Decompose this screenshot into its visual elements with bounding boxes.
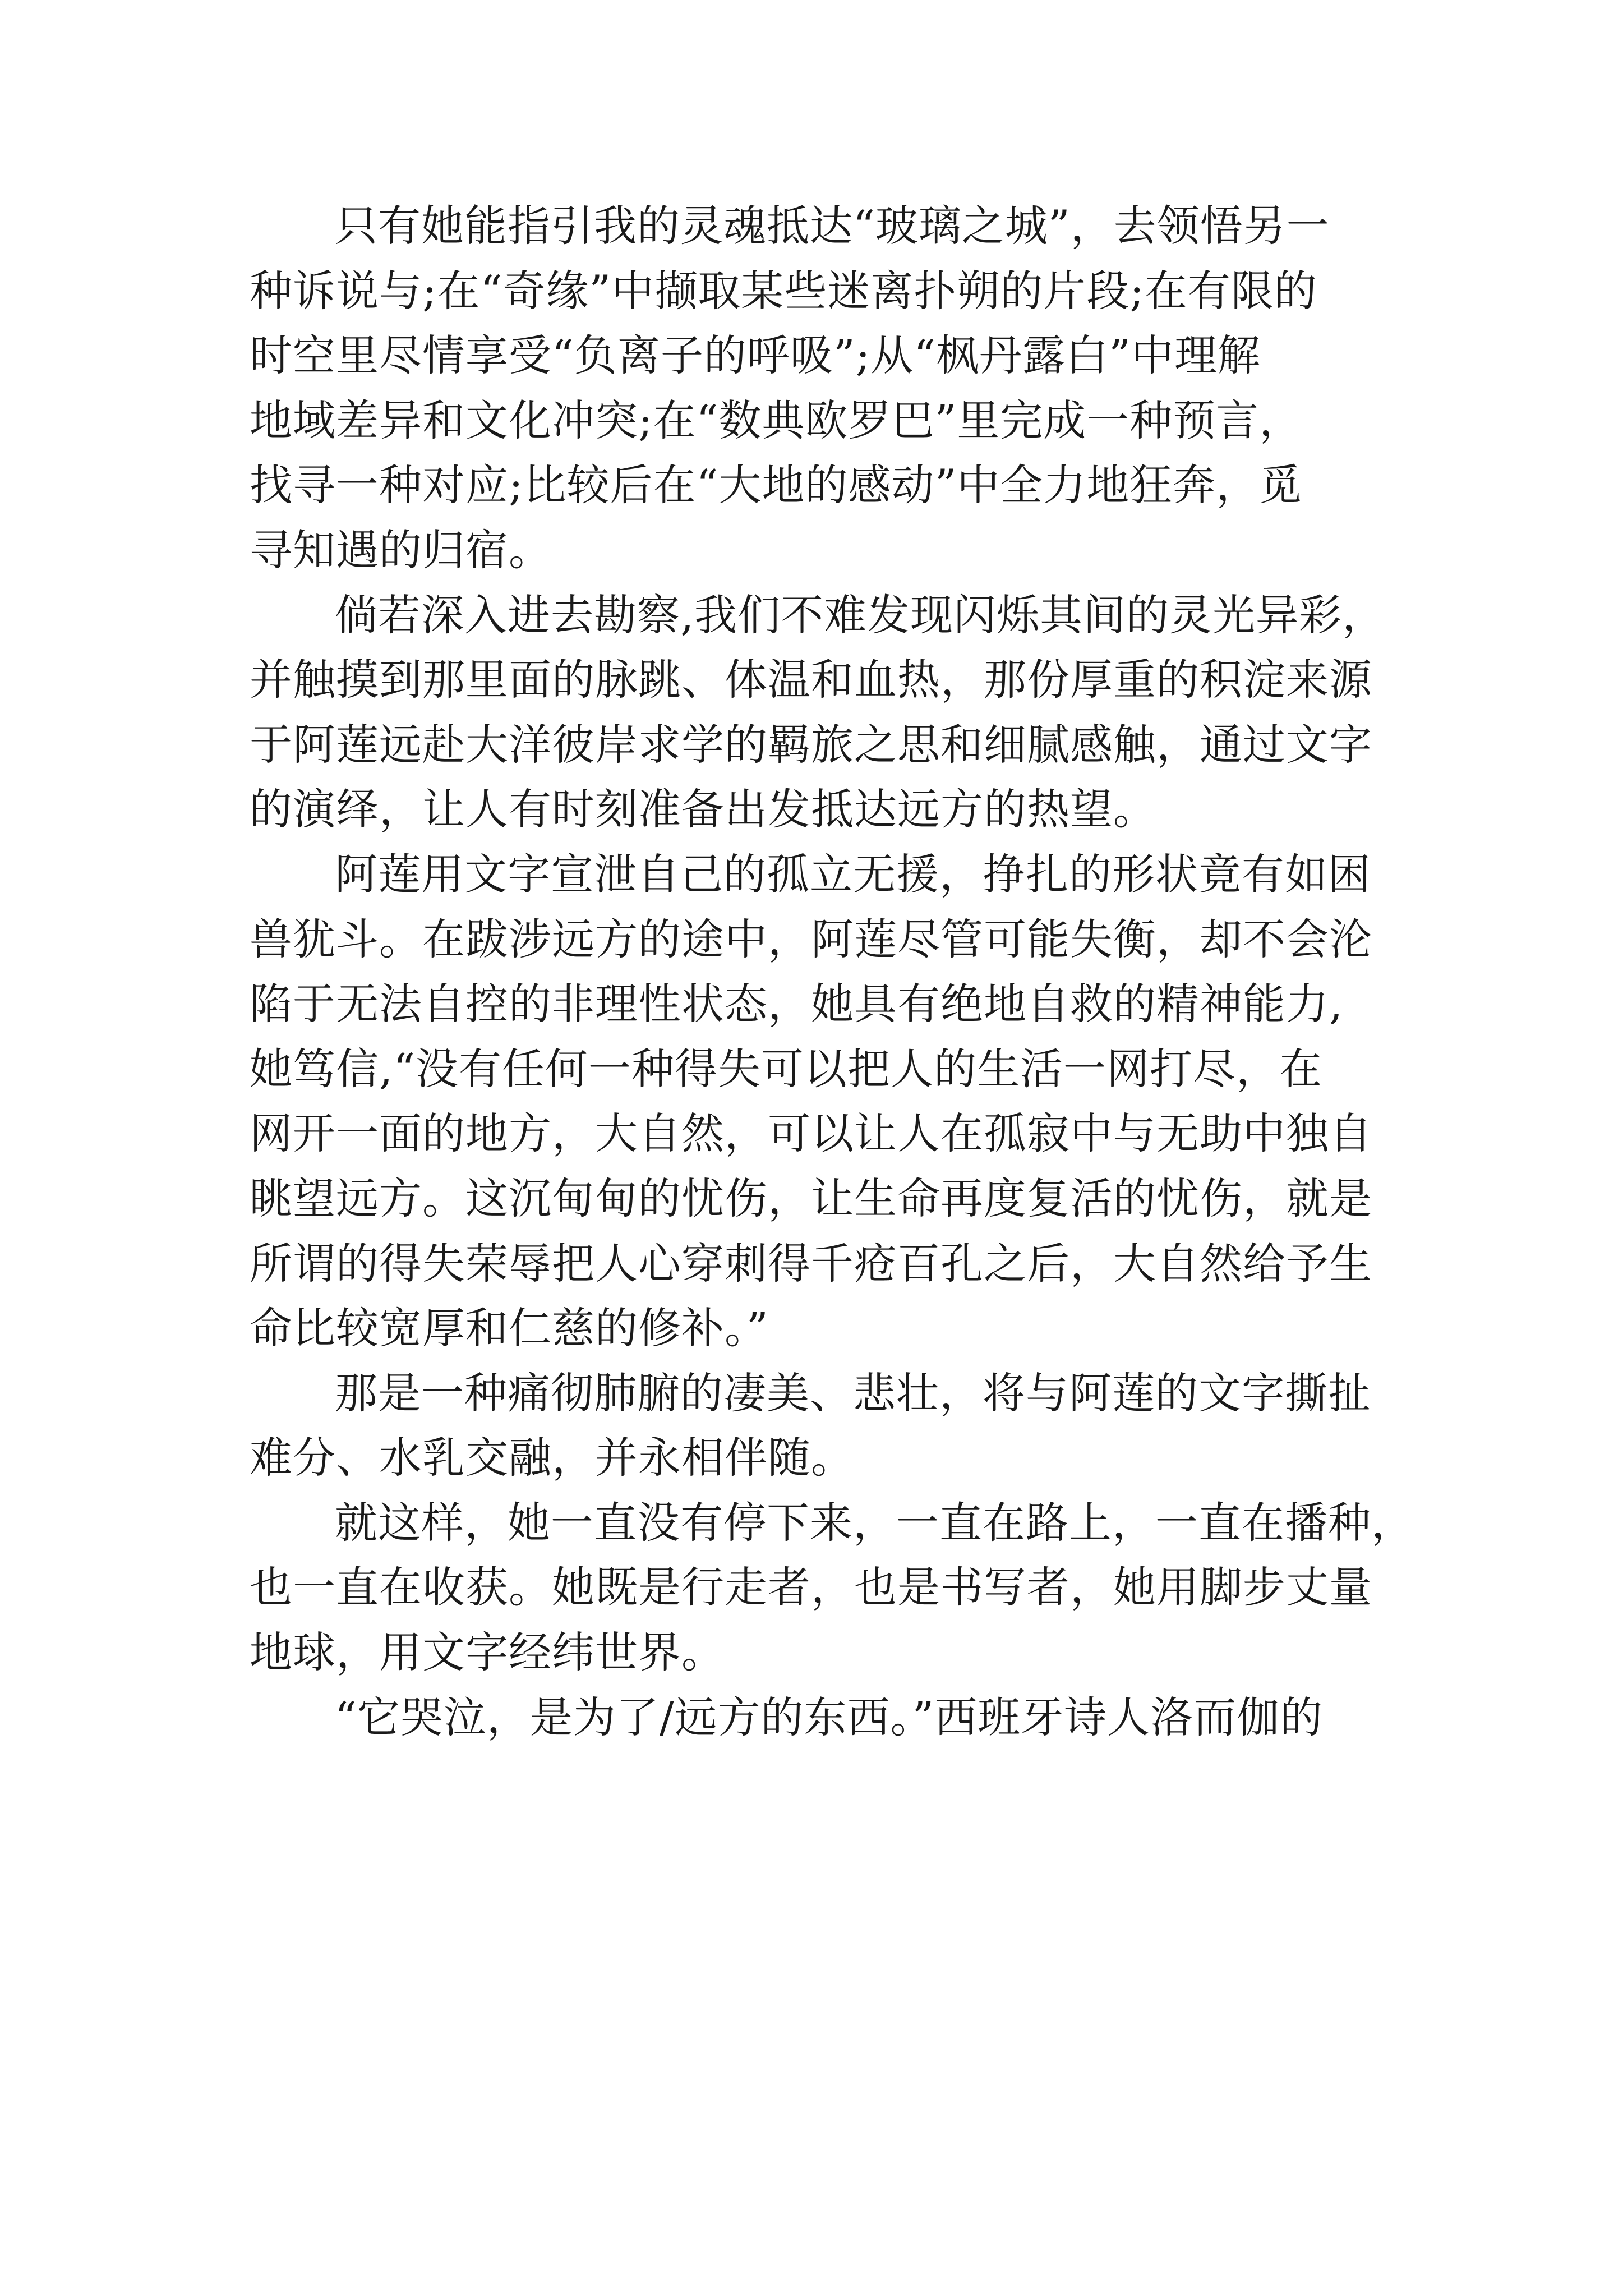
text-line: 地球，用文字经纬世界。 bbox=[250, 1627, 725, 1678]
text-line: 种诉说与;在“奇缘”中撷取某些迷离扑朔的片段;在有限的 bbox=[250, 265, 1317, 316]
text-line: 命比较宽厚和仁慈的修补。” bbox=[250, 1303, 769, 1354]
text-line: 难分、水乳交融，并永相伴随。 bbox=[250, 1433, 854, 1483]
paragraph-5 bbox=[250, 1490, 1414, 1685]
text-line: 于阿莲远赴大洋彼岸求学的羁旅之思和细腻感触，通过文字 bbox=[250, 719, 1372, 770]
text-line: 那是一种痛彻肺腑的凄美、悲壮，将与阿莲的文字撕扯 bbox=[335, 1368, 1371, 1418]
body-text bbox=[250, 194, 1414, 1750]
text-line: 就这样，她一直没有停下来，一直在路上，一直在播种， bbox=[335, 1497, 1414, 1548]
text-line: 倘若深入进去勘察,我们不难发现闪烁其间的灵光异彩， bbox=[335, 590, 1386, 640]
text-line: 找寻一种对应;比较后在“大地的感动”中全力地狂奔，觅 bbox=[250, 460, 1303, 510]
text-line: 陷于无法自控的非理性状态，她具有绝地自救的精神能力, bbox=[250, 979, 1344, 1029]
text-line: 网开一面的地方，大自然，可以让人在孤寂中与无助中独自 bbox=[250, 1108, 1372, 1159]
text-line: “它哭泣，是为了/远方的东西。”西班牙诗人洛而伽的 bbox=[335, 1692, 1324, 1742]
text-line: 时空里尽情享受“负离子的呼吸”;从“枫丹露白”中理解 bbox=[250, 330, 1261, 381]
text-line: 只有她能指引我的灵魂抵达“玻璃之城”，去领悟另一 bbox=[335, 201, 1330, 251]
text-line: 眺望远方。这沉甸甸的忧伤，让生命再度复活的忧伤，就是 bbox=[250, 1173, 1372, 1223]
text-line: 的演绎，让人有时刻准备出发抵达远方的热望。 bbox=[250, 784, 1156, 835]
paragraph-4 bbox=[250, 1361, 1382, 1490]
paragraph-6 bbox=[250, 1685, 1382, 1750]
paragraph-2 bbox=[250, 583, 1386, 842]
text-line: 地域差异和文化冲突;在“数典欧罗巴”里完成一种预言， bbox=[250, 395, 1303, 445]
text-line: 兽犹斗。在跋涉远方的途中，阿莲尽管可能失衡，却不会沦 bbox=[250, 914, 1372, 964]
text-line: 阿莲用文字宣泄自己的孤立无援，挣扎的形状竟有如困 bbox=[335, 849, 1371, 899]
text-line: 也一直在收获。她既是行走者，也是书写者，她用脚步丈量 bbox=[250, 1562, 1372, 1613]
text-line: 所谓的得失荣辱把人心穿刺得千疮百孔之后，大自然给予生 bbox=[250, 1238, 1372, 1289]
text-line: 并触摸到那里面的脉跳、体温和血热，那份厚重的积淀来源 bbox=[250, 655, 1372, 705]
text-line: 她笃信,“没有任何一种得失可以把人的生活一网打尽，在 bbox=[250, 1043, 1323, 1094]
text-line: 寻知遇的归宿。 bbox=[250, 524, 552, 575]
paragraph-3 bbox=[250, 842, 1382, 1361]
paragraph-1 bbox=[250, 194, 1382, 583]
